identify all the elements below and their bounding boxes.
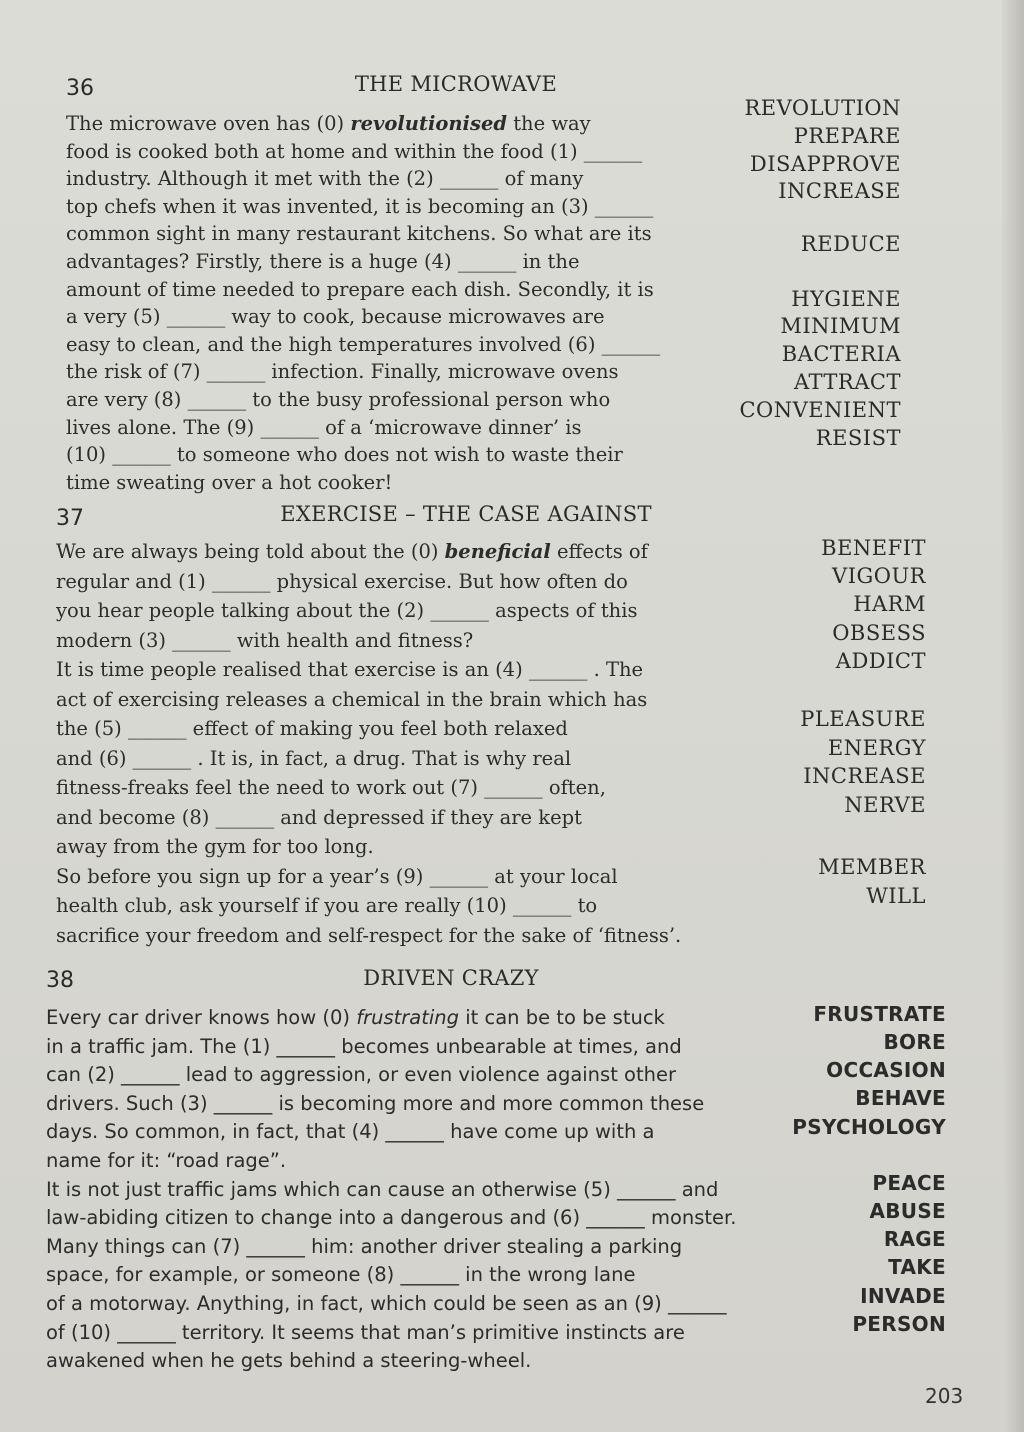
- stem-word: INVADE: [860, 1284, 946, 1308]
- text-fragment: law-abiding citizen to change into a dangerous and (6) ______ monster.: [46, 1206, 737, 1230]
- text-fragment: the way: [507, 112, 591, 135]
- stem-word: REDUCE: [800, 232, 901, 256]
- text-fragment: name for it: “road rage”.: [46, 1149, 287, 1172]
- text-line: [66, 333, 660, 356]
- text-line: [46, 1149, 286, 1172]
- text-line: [56, 776, 606, 799]
- page-spine-shadow: [1002, 0, 1024, 1432]
- stem-word: INCREASE: [803, 764, 926, 788]
- stem-word: BACTERIA: [781, 342, 901, 366]
- text-line: [56, 865, 618, 888]
- text-fragment: the risk of (7) ______ infection. Finally, microwave ovens: [66, 360, 619, 384]
- exercise-title: DRIVEN CRAZY: [363, 966, 539, 990]
- text-fragment: top chefs when it was invented, it is becoming an (3) ______: [66, 194, 654, 218]
- text-fragment: of a motorway. Anything, in fact, which could be seen as an (9) ______: [46, 1292, 727, 1315]
- stem-word: RESIST: [815, 426, 901, 450]
- text-fragment: drivers. Such (3) ______ is becoming more and more common these: [46, 1091, 705, 1115]
- exercise-title: THE MICROWAVE: [354, 72, 558, 96]
- text-line: [56, 835, 374, 858]
- text-line: [66, 195, 653, 218]
- text-line: [46, 1035, 682, 1058]
- text-line: [56, 599, 637, 622]
- text-line: [66, 222, 652, 245]
- text-line: [46, 1206, 736, 1229]
- text-fragment: advantages? Firstly, there is a huge (4) ______ in the: [66, 250, 580, 273]
- text-line: [46, 1178, 718, 1201]
- stem-word: PSYCHOLOGY: [792, 1115, 946, 1139]
- text-line: [46, 1292, 727, 1315]
- exercise-36: [66, 72, 916, 496]
- text-fragment: (10) ______ to someone who does not wish to waste their: [66, 443, 623, 467]
- text-fragment: The microwave oven has (0): [66, 112, 351, 135]
- text-line: [66, 140, 642, 163]
- text-line: [46, 1063, 676, 1086]
- stem-word: CONVENIENT: [739, 398, 901, 422]
- stem-word: VIGOUR: [832, 564, 926, 588]
- text-fragment: It is not just traffic jams which can cause an otherwise (5) ______ and: [46, 1177, 719, 1201]
- text-fragment: of (10) ______ territory. It seems that man’s primitive instincts are: [46, 1320, 685, 1344]
- text-line: [66, 278, 654, 301]
- text-line: [56, 688, 647, 711]
- page-number: 203: [925, 1384, 964, 1408]
- text-line: [66, 471, 392, 494]
- text-fragment: Many things can (7) ______ him: another driver stealing a parking: [46, 1234, 683, 1258]
- stem-word: ATTRACT: [794, 370, 901, 394]
- stem-word: RAGE: [883, 1227, 946, 1251]
- stem-word: BENEFIT: [821, 536, 926, 560]
- text-line: [56, 570, 628, 593]
- stem-word: FRUSTRATE: [813, 1002, 946, 1026]
- text-line: [66, 360, 619, 383]
- text-line: [56, 629, 473, 652]
- text-line: [66, 250, 580, 273]
- stem-word: ADDICT: [835, 649, 926, 673]
- text-fragment: are very (8) ______ to the busy professional person who: [66, 388, 611, 411]
- text-fragment: can (2) ______ lead to aggression, or even violence against other: [46, 1063, 676, 1087]
- stem-word: MEMBER: [818, 855, 926, 879]
- text-fragment: modern (3) ______ with health and fitness?: [56, 628, 474, 652]
- text-line: [56, 658, 643, 681]
- text-line: [46, 1092, 704, 1115]
- text-line: [66, 443, 623, 466]
- exercise-37: [56, 502, 936, 956]
- text-line: [46, 1321, 685, 1344]
- text-fragment: in a traffic jam. The (1) ______ becomes unbearable at times, and: [46, 1034, 682, 1058]
- text-line: [66, 388, 610, 411]
- text-fragment: health club, ask yourself if you are really (10) ______ to: [56, 894, 598, 917]
- text-line: [66, 305, 605, 328]
- text-line: [56, 540, 648, 563]
- text-fragment: and become (8) ______ and depressed if they are kept: [56, 805, 582, 829]
- text-line: [56, 924, 681, 947]
- stem-word: DISAPPROVE: [749, 152, 901, 176]
- stem-word: NERVE: [844, 793, 926, 817]
- text-fragment: regular and (1) ______ physical exercise. But how often do: [56, 569, 628, 593]
- text-fragment: effects of: [550, 540, 648, 563]
- stem-word: HYGIENE: [791, 287, 901, 311]
- example-answer: revolutionised: [350, 112, 507, 135]
- text-fragment: Every car driver knows how (0): [46, 1006, 357, 1029]
- text-fragment: a very (5) ______ way to cook, because microwaves are: [66, 305, 605, 329]
- text-fragment: time sweating over a hot cooker!: [66, 470, 393, 494]
- stem-word: INCREASE: [778, 179, 901, 203]
- exercise-number: 38: [46, 968, 74, 993]
- stem-word: PLEASURE: [800, 707, 926, 731]
- text-fragment: awakened when he gets behind a steering-wheel.: [46, 1349, 532, 1373]
- text-line: [66, 167, 583, 190]
- stem-word: BORE: [883, 1030, 946, 1054]
- text-fragment: you hear people talking about the (2) ______ aspects of this: [56, 599, 638, 622]
- text-fragment: common sight in many restaurant kitchens. So what are its: [66, 222, 652, 246]
- example-answer: beneficial: [444, 540, 551, 563]
- stem-word: ABUSE: [869, 1199, 946, 1223]
- text-fragment: lives alone. The (9) ______ of a ‘microwave dinner’ is: [66, 415, 582, 439]
- text-fragment: We are always being told about the (0): [56, 540, 445, 563]
- text-fragment: fitness-freaks feel the need to work out (7) ______ often,: [56, 776, 606, 799]
- text-line: [56, 747, 571, 770]
- stem-word: REVOLUTION: [744, 96, 901, 120]
- stem-word: MINIMUM: [780, 314, 901, 338]
- text-fragment: So before you sign up for a year’s (9) ______ at your local: [56, 864, 618, 888]
- stem-word: PEACE: [872, 1171, 946, 1195]
- exercise-title: EXERCISE – THE CASE AGAINST: [280, 502, 652, 526]
- text-line: [46, 1120, 654, 1143]
- stem-word: PREPARE: [793, 124, 901, 148]
- text-fragment: days. So common, in fact, that (4) ______ have come up with a: [46, 1120, 655, 1144]
- text-fragment: away from the gym for too long.: [56, 835, 374, 858]
- exercise-number: 37: [56, 506, 84, 531]
- text-line: [56, 894, 597, 917]
- example-answer: frustrating: [356, 1006, 460, 1029]
- text-fragment: the (5) ______ effect of making you feel both relaxed: [56, 717, 568, 740]
- text-line: [46, 1235, 682, 1258]
- text-line: [56, 806, 582, 829]
- exercise-38: [46, 968, 946, 1388]
- stem-word: OCCASION: [826, 1058, 946, 1082]
- text-fragment: food is cooked both at home and within the food (1) ______: [66, 139, 643, 163]
- text-line: [66, 112, 591, 135]
- text-line: [46, 1349, 531, 1372]
- text-fragment: It is time people realised that exercise is an (4) ______ . The: [56, 658, 644, 681]
- stem-word: WILL: [866, 884, 926, 908]
- text-fragment: amount of time needed to prepare each dish. Secondly, it is: [66, 277, 654, 301]
- stem-word: BEHAVE: [855, 1086, 946, 1110]
- text-fragment: and (6) ______ . It is, in fact, a drug. That is why real: [56, 746, 572, 770]
- text-fragment: space, for example, or someone (8) ______ in the wrong lane: [46, 1263, 636, 1287]
- stem-word: HARM: [853, 592, 926, 616]
- stem-word: OBSESS: [832, 621, 926, 645]
- stem-word: TAKE: [888, 1255, 946, 1279]
- text-fragment: it can be to be stuck: [459, 1006, 665, 1029]
- exercise-number: 36: [66, 76, 94, 101]
- text-line: [66, 416, 581, 439]
- text-line: [46, 1263, 635, 1286]
- text-line: [46, 1006, 665, 1029]
- text-fragment: act of exercising releases a chemical in the brain which has: [56, 687, 648, 711]
- text-line: [56, 717, 568, 740]
- text-fragment: easy to clean, and the high temperatures involved (6) ______: [66, 332, 661, 356]
- stem-word: ENERGY: [827, 736, 926, 760]
- stem-word: PERSON: [852, 1312, 946, 1336]
- text-fragment: sacrifice your freedom and self-respect for the sake of ‘fitness’.: [56, 923, 682, 947]
- text-fragment: industry. Although it met with the (2) ______ of many: [66, 167, 584, 191]
